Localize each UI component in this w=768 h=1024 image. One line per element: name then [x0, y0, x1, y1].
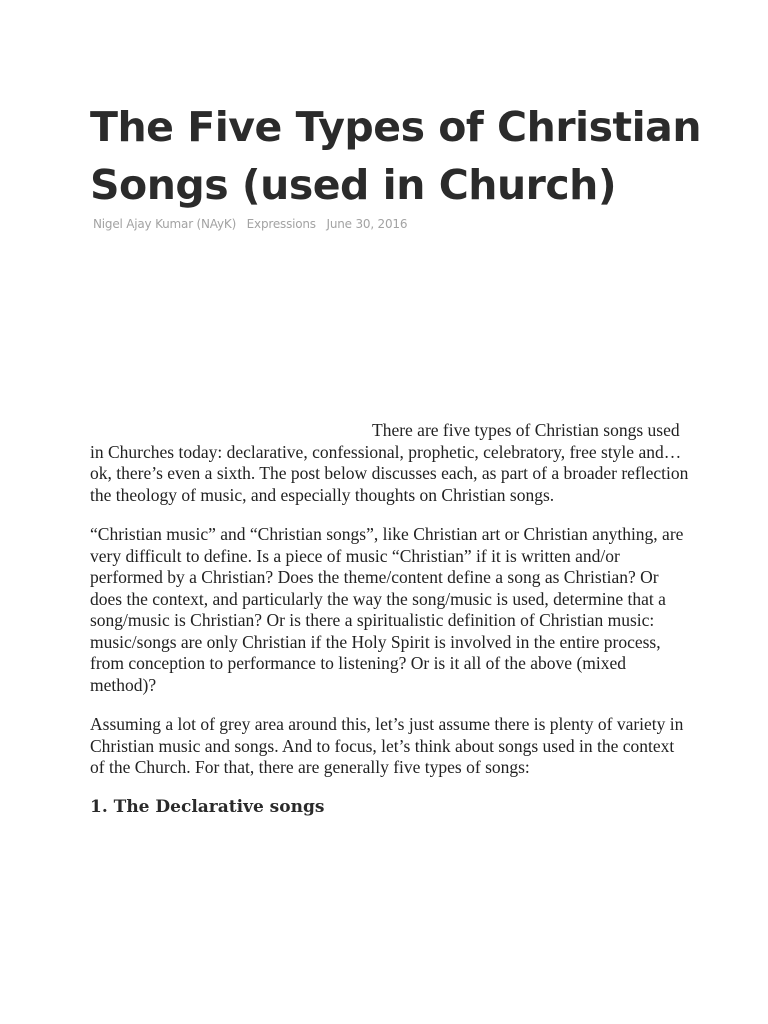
- category-link[interactable]: Expressions: [246, 217, 316, 231]
- section-heading: 1. The Declarative songs: [90, 796, 325, 817]
- article-title: The Five Types of Christian Songs (used in Church): [90, 103, 702, 209]
- intro-paragraph: There are five types of Christian songs used in Churches today: declarative, confessional, prophetic, celebratory, free style and… ok, there’s even a sixth. The post below discusses each, as part of a broader reflection the theology of music, and especially thoughts on Christian songs.: [90, 420, 689, 505]
- article-meta: [93, 217, 414, 231]
- article-body: [90, 420, 690, 818]
- body-paragraph: “Christian music” and “Christian songs”, like Christian art or Christian anything, are very difficult to define. Is a piece of music “Christian” if it is written and/or performed by a Christian? Does the theme/content define a song as Christian? Or does the context, and particularly the way the song/music is used, determine that a song/music is Christian? Or is there a spiritualistic definition of Christian music: music/songs are only Christian if the Holy Spirit is involved in the entire process, from conception to performance to listening? Or is it all of the above (mixed method)?: [90, 524, 684, 695]
- publish-date: June 30, 2016: [326, 217, 408, 231]
- body-paragraph: Assuming a lot of grey area around this, let’s just assume there is plenty of variety in Christian music and songs. And to focus, let’s think about songs used in the context of the Church. For that, there are generally five types of songs:: [90, 714, 684, 777]
- author-link[interactable]: Nigel Ajay Kumar (NAyK): [93, 217, 237, 231]
